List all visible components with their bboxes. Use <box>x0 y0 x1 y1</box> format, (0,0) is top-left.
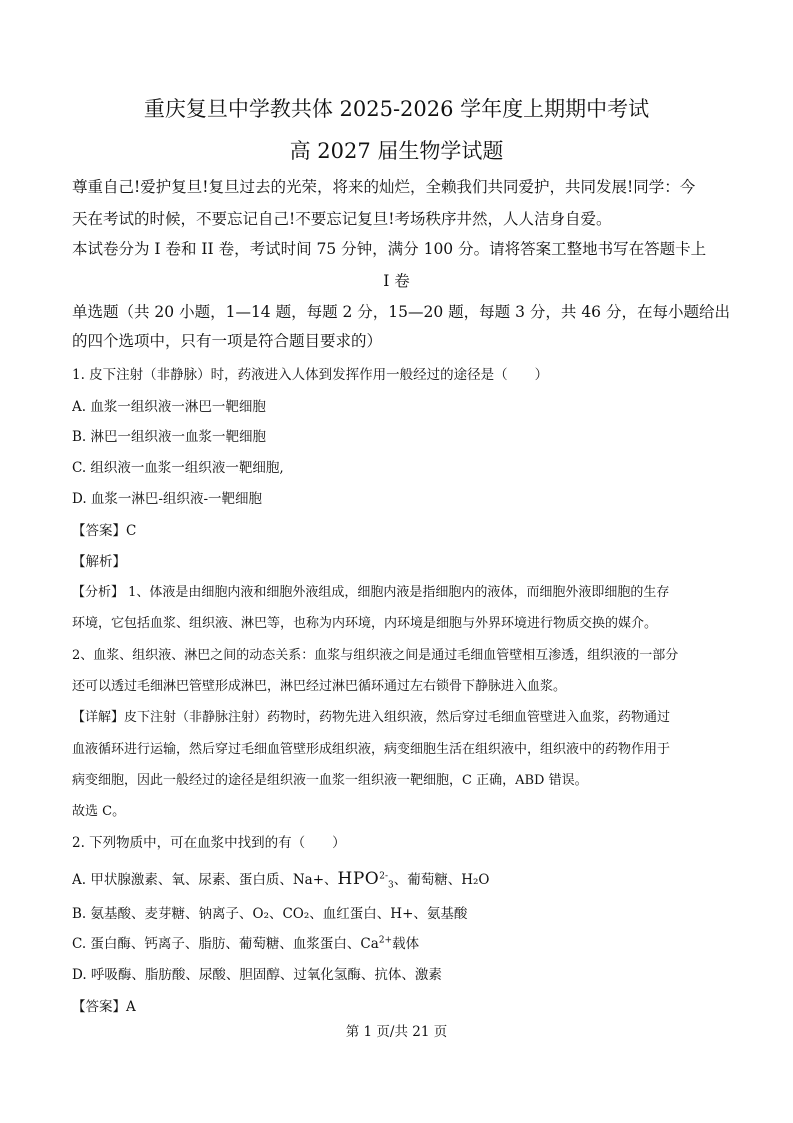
section-instruction-line-1: 单选题（共 20 小题，1—14 题，每题 2 分，15—20 题，每题 3 分，共 46 分，在每小题给出 <box>72 303 730 321</box>
q2-option-a-text: A. 甲状腺激素、氧、尿素、蛋白质、Na+、 <box>72 872 338 888</box>
exam-title-line2: 高 2027 届生物学试题 <box>289 139 504 163</box>
q2-option-c-tail: 载体 <box>392 936 420 952</box>
q1-detail-line-3: 病变细胞，因此一般经过的途径是组织液一血浆一组织液一靶细胞，C 正确，ABD 错误。 <box>72 773 588 788</box>
q2-option-c <box>72 933 732 955</box>
q1-option-b: B. 淋巴一组织液一血浆一靶细胞 <box>72 429 267 445</box>
q2-option-b: B. 氨基酸、麦芽糖、钠离子、O₂、CO₂、血红蛋白、H+、氨基酸 <box>72 906 468 922</box>
q1-analysis-line-4: 还可以透过毛细淋巴管壁形成淋巴，淋巴经过淋巴循环通过左右锁骨下静脉进入血浆。 <box>72 679 567 694</box>
q1-analysis-line-3: 2、血浆、组织液、淋巴之间的动态关系：血浆与组织液之间是通过毛细血管壁相互渗透，组织液的一部分 <box>72 648 679 663</box>
q1-detail-line-2: 血液循环进行运输，然后穿过毛细血管壁形成组织液，病变细胞生活在组织液中，组织液中的药物作用于 <box>72 742 671 757</box>
q2-option-a-tail: 、葡萄糖、H₂O <box>393 872 490 888</box>
q2-option-a <box>72 868 732 891</box>
q2-option-a-subscript: 3 <box>388 880 394 891</box>
section-heading: I 卷 <box>383 272 410 290</box>
section-instruction-line-2: 的四个选项中，只有一项是符合题目要求的） <box>72 332 383 350</box>
q2-option-c-text: C. 蛋白酶、钙离子、脂肪、葡萄糖、血浆蛋白、Ca <box>72 936 379 952</box>
page-number: 第 1 页/共 21 页 <box>345 1024 448 1040</box>
q1-answer: 【答案】C <box>72 523 137 539</box>
q1-option-a: A. 血浆一组织液一淋巴一靶细胞 <box>72 399 266 415</box>
exam-title-line1: 重庆复旦中学教共体 2025-2026 学年度上期期中考试 <box>143 97 650 121</box>
q1-analysis-line-2: 环境，它包括血浆、组织液、淋巴等，也称为内环境，内环境是细胞与外界环境进行物质交换的媒介。 <box>72 616 658 631</box>
intro-line-3: 本试卷分为 I 卷和 II 卷，考试时间 75 分钟，满分 100 分。请将答案工整地书写在答题卡上 <box>72 240 707 258</box>
q1-stem: 1. 皮下注射（非静脉）时，药液进入人体到发挥作用一般经过的途径是（ ） <box>72 367 549 383</box>
q2-answer: 【答案】A <box>72 999 136 1015</box>
q1-analysis-line-1: 【分析】 1、体液是由细胞内液和细胞外液组成，细胞内液是指细胞内的液体，而细胞外液即细胞的生存 <box>72 585 670 600</box>
q2-stem: 2. 下列物质中，可在血浆中找到的有（ ） <box>72 835 346 851</box>
q2-option-d: D. 呼吸酶、脂肪酸、尿酸、胆固醇、过氧化氢酶、抗体、激素 <box>72 967 442 983</box>
q2-option-a-formula: HPO <box>337 869 380 889</box>
q1-option-d: D. 血浆一淋巴-组织液-一靶细胞 <box>72 491 263 507</box>
q1-option-c: C. 组织液一血浆一组织液一靶细胞, <box>72 460 284 476</box>
intro-line-2: 天在考试的时候，不要忘记自己!不要忘记复旦!考场秩序井然，人人洁身自爱。 <box>72 210 612 228</box>
q2-option-a-charge: 2- <box>379 871 388 882</box>
q2-option-c-charge: 2+ <box>378 935 393 946</box>
q1-analysis-label: 【解析】 <box>72 554 126 570</box>
q1-detail-line-4: 故选 C。 <box>72 804 126 819</box>
q1-detail-line-1: 【详解】皮下注射（非静脉注射）药物时，药物先进入组织液，然后穿过毛细血管壁进入血浆，药物通过 <box>72 710 671 725</box>
intro-line-1: 尊重自己!爱护复旦!复旦过去的光荣，将来的灿烂，全赖我们共同爱护，共同发展!同学：今 <box>72 178 696 196</box>
